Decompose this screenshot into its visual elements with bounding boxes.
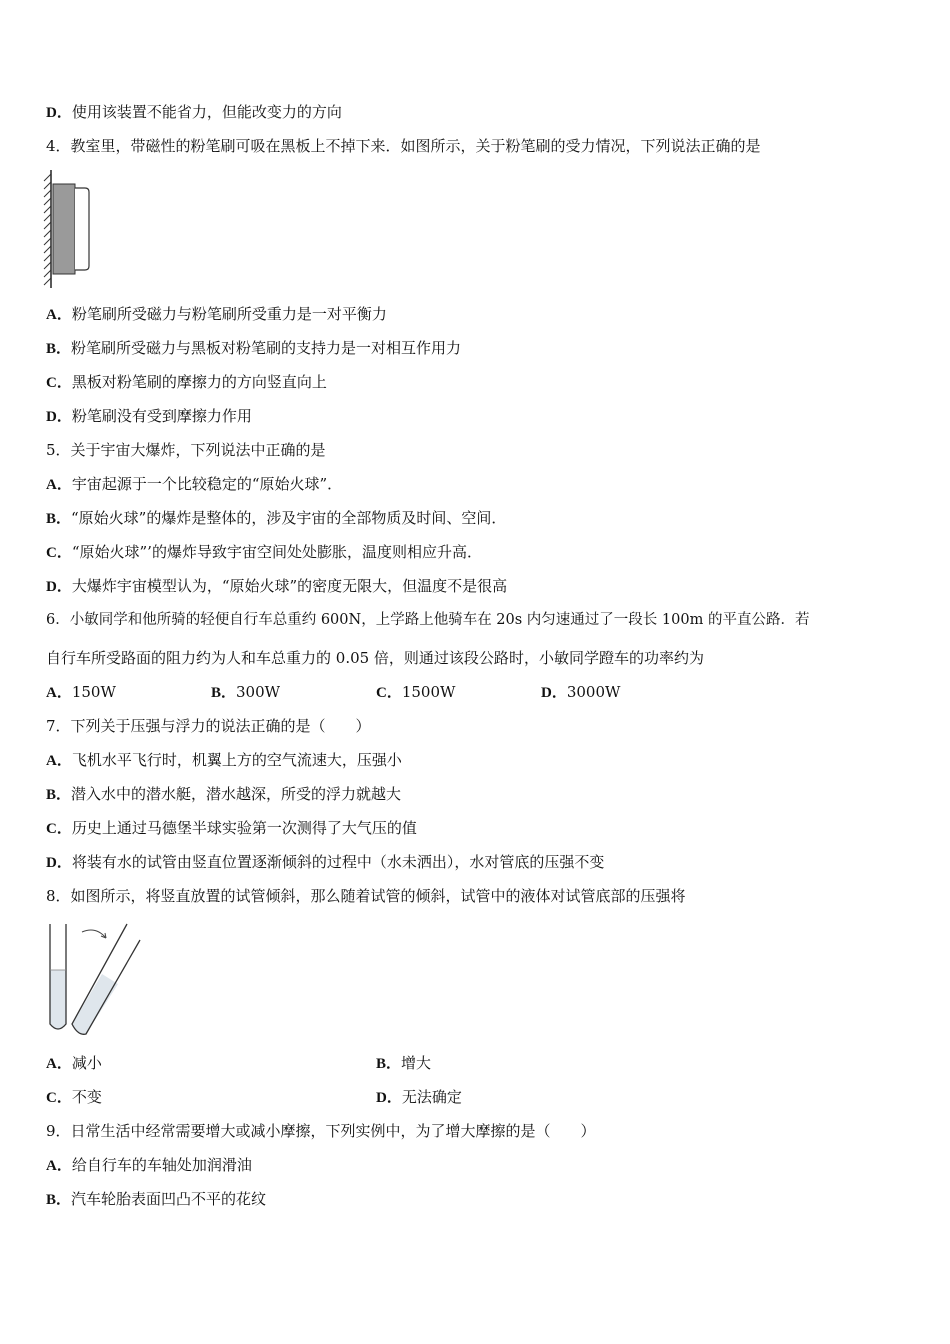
q5-stem: 5．关于宇宙大爆炸，下列说法中正确的是 bbox=[46, 441, 326, 459]
q5-option-c: C．“原始火球”’的爆炸导致宇宙空间处处膨胀，温度则相应升高． bbox=[46, 543, 482, 561]
q3-option-d: D．使用该装置不能省力，但能改变力的方向 bbox=[46, 103, 342, 121]
q4-option-b: B．粉笔刷所受磁力与黑板对粉笔刷的支持力是一对相互作用力 bbox=[46, 339, 462, 357]
q9-option-a: A．给自行车的车轴处加润滑油 bbox=[46, 1156, 252, 1174]
q8-option-b: B．增大 bbox=[376, 1054, 432, 1072]
q7-option-a: A．飞机水平飞行时，机翼上方的空气流速大，压强小 bbox=[46, 751, 402, 769]
q4-option-d: D．粉笔刷没有受到摩擦力作用 bbox=[46, 407, 252, 425]
q6-option-c: C．1500W bbox=[376, 683, 456, 701]
q7-option-b: B．潜入水中的潜水艇，潜水越深，所受的浮力就越大 bbox=[46, 785, 402, 803]
q7-option-d: D．将装有水的试管由竖直位置逐渐倾斜的过程中（水未洒出），水对管底的压强不变 bbox=[46, 853, 605, 871]
q4-option-c: C．黑板对粉笔刷的摩擦力的方向竖直向上 bbox=[46, 373, 327, 391]
q8-option-d: D．无法确定 bbox=[376, 1088, 462, 1106]
q7-option-c: C．历史上通过马德堡半球实验第一次测得了大气压的值 bbox=[46, 819, 417, 837]
q8-option-a: A．减小 bbox=[46, 1054, 102, 1072]
q7-stem: 7．下列关于压强与浮力的说法正确的是（ ） bbox=[46, 717, 371, 735]
q9-stem: 9．日常生活中经常需要增大或减小摩擦，下列实例中，为了增大摩擦的是（ ） bbox=[46, 1122, 596, 1140]
q6-option-b: B．300W bbox=[211, 683, 281, 701]
q8-stem: 8．如图所示，将竖直放置的试管倾斜，那么随着试管的倾斜，试管中的液体对试管底部的压强将 bbox=[46, 887, 686, 905]
chalk-eraser-figure bbox=[40, 168, 96, 292]
q4-stem: 4．教室里，带磁性的粉笔刷可吸在黑板上不掉下来．如图所示，关于粉笔刷的受力情况，下列说法正确的是 bbox=[46, 137, 761, 155]
test-tube-figure bbox=[40, 920, 150, 1036]
q6-option-a: A．150W bbox=[46, 683, 116, 701]
q6-stem-line2: 自行车所受路面的阻力约为人和车总重力的 0.05 倍，则通过该段公路时，小敏同学蹬车的功率约为 bbox=[46, 649, 704, 667]
q9-option-b: B．汽车轮胎表面凹凸不平的花纹 bbox=[46, 1190, 267, 1208]
q6-stem-line1: 6．小敏同学和他所骑的轻便自行车总重约 600N，上学路上他骑车在 20s 内匀速通过了一段长 100m 的平直公路．若 bbox=[46, 612, 810, 628]
q5-option-d: D．大爆炸宇宙模型认为，“原始火球”的密度无限大，但温度不是很高 bbox=[46, 577, 508, 595]
q5-option-a: A．宇宙起源于一个比较稳定的“原始火球”． bbox=[46, 475, 343, 493]
q5-option-b: B．“原始火球”的爆炸是整体的，涉及宇宙的全部物质及时间、空间． bbox=[46, 509, 507, 527]
q4-option-a: A．粉笔刷所受磁力与粉笔刷所受重力是一对平衡力 bbox=[46, 305, 387, 323]
q8-option-c: C．不变 bbox=[46, 1088, 102, 1106]
q6-option-d: D．3000W bbox=[541, 683, 621, 701]
